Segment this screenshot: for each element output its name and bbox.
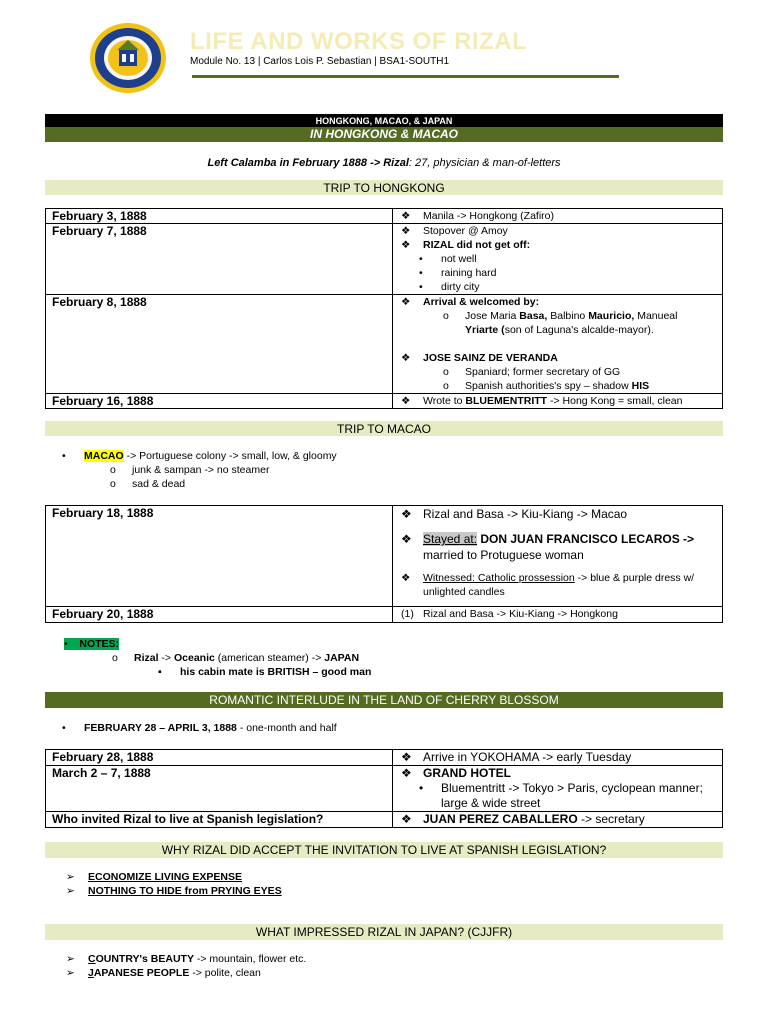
diamond-bullet-icon: ❖ [401,750,412,764]
trip-hongkong-heading: TRIP TO HONGKONG [45,180,723,195]
info-cell: ❖ Wrote to BLUEMENTRITT -> Hong Kong = small, clean [393,394,723,409]
arrow-bullet-icon: ➢ [66,871,75,883]
japan-date-range: • FEBRUARY 28 – APRIL 3, 1888 - one-month and half [62,722,337,734]
why-accept-heading: WHY RIZAL DID ACCEPT THE INVITATION TO LIVE AT SPANISH LEGISLATION? [45,842,723,858]
date-cell: Who invited Rizal to live at Spanish legislation? [46,812,393,828]
circle-bullet-icon: o [443,380,449,392]
arrow-bullet-icon: ➢ [66,967,75,979]
diamond-bullet-icon: ❖ [401,239,411,251]
date-cell: February 8, 1888 [46,295,393,394]
circle-bullet-icon: o [110,464,116,476]
circle-bullet-icon: o [110,478,116,490]
info-cell: ❖ Arrive in YOKOHAMA -> early Tuesday [393,750,723,766]
why-accept-list: ➢ ECONOMIZE LIVING EXPENSE ➢ NOTHING TO HIDE from PRYING EYES [66,871,282,897]
info-cell: ❖ Stopover @ Amoy ❖ RIZAL did not get off: • not well • raining hard • dirty city [393,224,723,295]
macao-timeline-table [45,505,723,623]
dot-bullet-icon: • [419,781,424,795]
table-row [46,224,723,295]
dot-bullet-icon: • [419,281,423,293]
info-cell: ❖ GRAND HOTEL • Bluementritt -> Tokyo > Paris, cyclopean manner; large & wide street [393,766,723,812]
dot-bullet-icon: • [62,722,66,734]
diamond-bullet-icon: ❖ [401,352,411,364]
diamond-bullet-icon: ❖ [401,766,412,780]
japan-timeline-table [45,749,723,828]
diamond-bullet-icon: ❖ [401,296,411,308]
university-seal-logo [89,22,167,94]
circle-bullet-icon: o [443,310,449,322]
diamond-bullet-icon: ❖ [401,395,411,407]
header-divider [192,75,619,78]
info-cell: ❖ Rizal and Basa -> Kiu-Kiang -> Macao ❖ Stayed at: DON JUAN FRANCISCO LECAROS -> married to Protuguese woman ❖ Witnessed: Catholic prossession -> blue & purple dress w/ unlighted candles [393,506,723,607]
macao-description-list: • MACAO -> Portuguese colony -> small, low, & gloomy o junk & sampan -> no steamer o sad & dead [62,450,337,490]
info-cell: (1) Rizal and Basa -> Kiu-Kiang -> Hongkong [393,607,723,623]
notes-list: • NOTES: o Rizal -> Oceanic (american steamer) -> JAPAN ▪ his cabin mate is BRITISH – good man [64,638,372,678]
diamond-bullet-icon: ❖ [401,572,411,584]
arrow-bullet-icon: ➢ [66,953,75,965]
date-cell: February 16, 1888 [46,394,393,409]
date-cell: March 2 – 7, 1888 [46,766,393,812]
circle-bullet-icon: o [112,652,118,664]
date-cell: February 28, 1888 [46,750,393,766]
diamond-bullet-icon: ❖ [401,507,412,521]
diamond-bullet-icon: ❖ [401,812,412,826]
document-title: LIFE AND WORKS OF RIZAL [190,28,528,55]
topic-bar: HONGKONG, MACAO, & JAPAN [45,114,723,127]
module-info: Module No. 13 | Carlos Lois P. Sebastian | BSA1-SOUTH1 [190,56,450,67]
arrow-bullet-icon: ➢ [66,885,75,897]
section-heading-japan: ROMANTIC INTERLUDE IN THE LAND OF CHERRY BLOSSOM [45,692,723,708]
table-row [46,750,723,766]
circle-bullet-icon: o [443,366,449,378]
table-row [46,766,723,812]
table-row [46,295,723,394]
square-bullet-icon: ▪ [158,666,162,678]
date-cell: February 20, 1888 [46,607,393,623]
table-row [46,394,723,409]
info-cell: ❖ Arrival & welcomed by: o Jose Maria Basa, Balbino Mauricio, Manueal Yriarte (son of Laguna's alcalde-mayor). ❖ JOSE SAINZ DE VERANDA o Spaniard; former secretary of GG o Spanish authorities's spy – shadow HIS [393,295,723,394]
info-cell: ❖ JUAN PEREZ CABALLERO -> secretary [393,812,723,828]
table-row [46,812,723,828]
dot-bullet-icon: • [62,450,66,462]
date-cell: February 7, 1888 [46,224,393,295]
info-cell: ❖ Manila -> Hongkong (Zafiro) [393,209,723,224]
table-row [46,506,723,607]
impressed-list: ➢ COUNTRY's BEAUTY -> mountain, flower etc. ➢ JAPANESE PEOPLE -> polite, clean [66,953,307,979]
section-heading-hk-macao: IN HONGKONG & MACAO [45,127,723,142]
date-cell: February 18, 1888 [46,506,393,607]
date-cell: February 3, 1888 [46,209,393,224]
table-row [46,209,723,224]
diamond-bullet-icon: ❖ [401,210,411,222]
diamond-bullet-icon: ❖ [401,225,411,237]
hongkong-timeline-table [45,208,723,409]
trip-macao-heading: TRIP TO MACAO [45,421,723,436]
diamond-bullet-icon: ❖ [401,532,412,546]
dot-bullet-icon: • [419,267,423,279]
impressed-heading: WHAT IMPRESSED RIZAL IN JAPAN? (CJJFR) [45,924,723,940]
table-row [46,607,723,623]
intro-note: Left Calamba in February 1888 -> Rizal: 27, physician & man-of-letters [207,157,561,169]
dot-bullet-icon: • [419,253,423,265]
